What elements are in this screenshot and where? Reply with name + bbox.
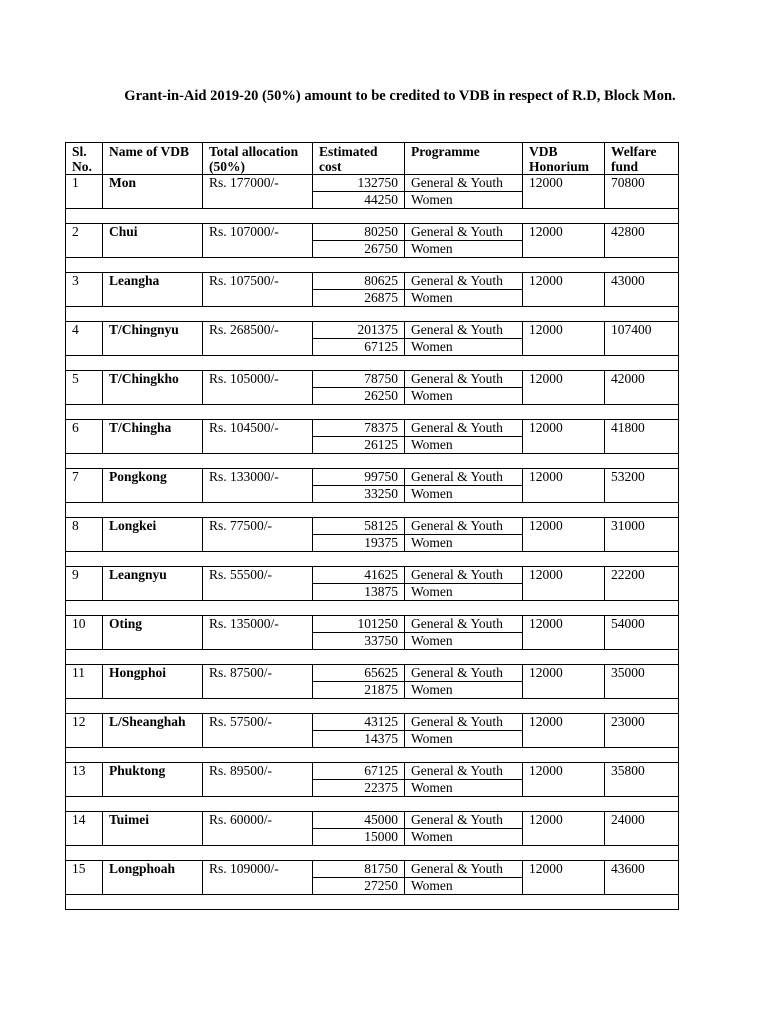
programme-general-youth-cell: General & Youth [405,861,523,878]
vdb-name-cell: Mon [103,175,203,209]
spacer-cell [66,650,679,665]
vdb-name-cell: Tuimei [103,812,203,846]
spacer-row [66,601,679,616]
header-vdb-honorium: VDB Honorium [523,143,605,175]
spacer-row [66,846,679,861]
estimated-cost-general-cell: 78750 [313,371,405,388]
vdb-honorium-cell: 12000 [523,371,605,405]
total-allocation-cell: Rs. 104500/- [203,420,313,454]
grant-table [65,142,679,910]
estimated-cost-women-cell: 26750 [313,241,405,258]
programme-general-youth-cell: General & Youth [405,371,523,388]
welfare-fund-cell: 42000 [605,371,679,405]
vdb-name-cell: Longkei [103,518,203,552]
estimated-cost-general-cell: 132750 [313,175,405,192]
sl-no-cell: 9 [66,567,103,601]
programme-women-cell: Women [405,584,523,601]
sl-no-cell: 3 [66,273,103,307]
welfare-fund-cell: 23000 [605,714,679,748]
welfare-fund-cell: 43600 [605,861,679,895]
programme-women-cell: Women [405,780,523,797]
total-allocation-cell: Rs. 177000/- [203,175,313,209]
programme-general-youth-cell: General & Youth [405,616,523,633]
vdb-honorium-cell: 12000 [523,861,605,895]
spacer-row [66,797,679,812]
estimated-cost-general-cell: 65625 [313,665,405,682]
total-allocation-cell: Rs. 105000/- [203,371,313,405]
welfare-fund-cell: 35800 [605,763,679,797]
estimated-cost-general-cell: 101250 [313,616,405,633]
vdb-honorium-cell: 12000 [523,616,605,650]
document-title: Grant-in-Aid 2019-20 (50%) amount to be credited to VDB in respect of R.D, Block Mon. [124,88,676,104]
table-row [66,567,679,584]
estimated-cost-general-cell: 80625 [313,273,405,290]
spacer-cell [66,258,679,273]
total-allocation-cell: Rs. 60000/- [203,812,313,846]
total-allocation-cell: Rs. 135000/- [203,616,313,650]
estimated-cost-general-cell: 67125 [313,763,405,780]
total-allocation-cell: Rs. 57500/- [203,714,313,748]
estimated-cost-general-cell: 99750 [313,469,405,486]
header-total-allocation: Total allocation (50%) [203,143,313,175]
table-row [66,420,679,437]
table-row [66,322,679,339]
welfare-fund-cell: 22200 [605,567,679,601]
spacer-row [66,699,679,714]
programme-general-youth-cell: General & Youth [405,763,523,780]
programme-women-cell: Women [405,633,523,650]
sl-no-cell: 4 [66,322,103,356]
welfare-fund-cell: 53200 [605,469,679,503]
estimated-cost-women-cell: 27250 [313,878,405,895]
programme-women-cell: Women [405,388,523,405]
welfare-fund-cell: 70800 [605,175,679,209]
vdb-honorium-cell: 12000 [523,665,605,699]
vdb-name-cell: T/Chingnyu [103,322,203,356]
spacer-row [66,650,679,665]
total-allocation-cell: Rs. 55500/- [203,567,313,601]
total-allocation-cell: Rs. 77500/- [203,518,313,552]
vdb-name-cell: Pongkong [103,469,203,503]
programme-women-cell: Women [405,241,523,258]
programme-general-youth-cell: General & Youth [405,175,523,192]
vdb-honorium-cell: 12000 [523,273,605,307]
table-row [66,469,679,486]
spacer-row [66,552,679,567]
vdb-honorium-cell: 12000 [523,763,605,797]
spacer-cell [66,895,679,910]
estimated-cost-women-cell: 26875 [313,290,405,307]
estimated-cost-women-cell: 26250 [313,388,405,405]
spacer-cell [66,748,679,763]
sl-no-cell: 8 [66,518,103,552]
programme-women-cell: Women [405,339,523,356]
vdb-name-cell: L/Sheanghah [103,714,203,748]
estimated-cost-women-cell: 26125 [313,437,405,454]
spacer-cell [66,356,679,371]
programme-women-cell: Women [405,682,523,699]
estimated-cost-women-cell: 21875 [313,682,405,699]
vdb-honorium-cell: 12000 [523,420,605,454]
header-welfare-fund: Welfare fund [605,143,679,175]
table-row [66,518,679,535]
vdb-honorium-cell: 12000 [523,175,605,209]
header-programme: Programme [405,143,523,175]
estimated-cost-general-cell: 45000 [313,812,405,829]
total-allocation-cell: Rs. 107000/- [203,224,313,258]
table-row [66,812,679,829]
estimated-cost-general-cell: 80250 [313,224,405,241]
total-allocation-cell: Rs. 133000/- [203,469,313,503]
sl-no-cell: 10 [66,616,103,650]
vdb-honorium-cell: 12000 [523,518,605,552]
spacer-row [66,258,679,273]
sl-no-cell: 12 [66,714,103,748]
welfare-fund-cell: 54000 [605,616,679,650]
programme-women-cell: Women [405,192,523,209]
estimated-cost-women-cell: 19375 [313,535,405,552]
programme-general-youth-cell: General & Youth [405,567,523,584]
programme-general-youth-cell: General & Youth [405,812,523,829]
sl-no-cell: 13 [66,763,103,797]
vdb-honorium-cell: 12000 [523,714,605,748]
estimated-cost-women-cell: 14375 [313,731,405,748]
vdb-name-cell: Longphoah [103,861,203,895]
welfare-fund-cell: 35000 [605,665,679,699]
table-row [66,616,679,633]
vdb-name-cell: T/Chingha [103,420,203,454]
programme-general-youth-cell: General & Youth [405,322,523,339]
spacer-row [66,748,679,763]
programme-women-cell: Women [405,829,523,846]
programme-women-cell: Women [405,486,523,503]
spacer-row [66,895,679,910]
programme-general-youth-cell: General & Youth [405,518,523,535]
vdb-name-cell: T/Chingkho [103,371,203,405]
welfare-fund-cell: 24000 [605,812,679,846]
programme-general-youth-cell: General & Youth [405,224,523,241]
estimated-cost-general-cell: 78375 [313,420,405,437]
total-allocation-cell: Rs. 109000/- [203,861,313,895]
estimated-cost-general-cell: 41625 [313,567,405,584]
programme-women-cell: Women [405,290,523,307]
total-allocation-cell: Rs. 89500/- [203,763,313,797]
sl-no-cell: 5 [66,371,103,405]
programme-general-youth-cell: General & Youth [405,665,523,682]
estimated-cost-general-cell: 43125 [313,714,405,731]
table-row [66,763,679,780]
table-row [66,714,679,731]
spacer-row [66,209,679,224]
estimated-cost-women-cell: 15000 [313,829,405,846]
sl-no-cell: 14 [66,812,103,846]
table-row [66,224,679,241]
estimated-cost-women-cell: 33250 [313,486,405,503]
sl-no-cell: 2 [66,224,103,258]
estimated-cost-women-cell: 13875 [313,584,405,601]
spacer-row [66,503,679,518]
spacer-cell [66,699,679,714]
estimated-cost-women-cell: 67125 [313,339,405,356]
vdb-honorium-cell: 12000 [523,469,605,503]
vdb-name-cell: Chui [103,224,203,258]
vdb-honorium-cell: 12000 [523,567,605,601]
spacer-cell [66,797,679,812]
estimated-cost-women-cell: 33750 [313,633,405,650]
vdb-name-cell: Leangha [103,273,203,307]
vdb-name-cell: Phuktong [103,763,203,797]
table-row [66,175,679,192]
programme-women-cell: Women [405,437,523,454]
programme-women-cell: Women [405,878,523,895]
estimated-cost-general-cell: 58125 [313,518,405,535]
vdb-name-cell: Oting [103,616,203,650]
spacer-cell [66,307,679,322]
total-allocation-cell: Rs. 268500/- [203,322,313,356]
vdb-name-cell: Leangnyu [103,567,203,601]
vdb-honorium-cell: 12000 [523,812,605,846]
programme-general-youth-cell: General & Youth [405,273,523,290]
spacer-cell [66,503,679,518]
programme-general-youth-cell: General & Youth [405,420,523,437]
programme-general-youth-cell: General & Youth [405,469,523,486]
total-allocation-cell: Rs. 87500/- [203,665,313,699]
estimated-cost-women-cell: 44250 [313,192,405,209]
spacer-cell [66,601,679,616]
vdb-honorium-cell: 12000 [523,224,605,258]
total-allocation-cell: Rs. 107500/- [203,273,313,307]
sl-no-cell: 1 [66,175,103,209]
header-sl-no: Sl. No. [66,143,103,175]
spacer-cell [66,552,679,567]
sl-no-cell: 7 [66,469,103,503]
programme-women-cell: Women [405,535,523,552]
welfare-fund-cell: 42800 [605,224,679,258]
welfare-fund-cell: 43000 [605,273,679,307]
programme-women-cell: Women [405,731,523,748]
table-row [66,861,679,878]
spacer-cell [66,846,679,861]
vdb-name-cell: Hongphoi [103,665,203,699]
header-name-of-vdb: Name of VDB [103,143,203,175]
sl-no-cell: 15 [66,861,103,895]
table-row [66,665,679,682]
programme-general-youth-cell: General & Youth [405,714,523,731]
estimated-cost-general-cell: 81750 [313,861,405,878]
table-header-row [66,143,679,175]
spacer-cell [66,454,679,469]
estimated-cost-women-cell: 22375 [313,780,405,797]
table-row [66,371,679,388]
welfare-fund-cell: 41800 [605,420,679,454]
vdb-honorium-cell: 12000 [523,322,605,356]
welfare-fund-cell: 107400 [605,322,679,356]
estimated-cost-general-cell: 201375 [313,322,405,339]
welfare-fund-cell: 31000 [605,518,679,552]
spacer-row [66,405,679,420]
spacer-row [66,454,679,469]
spacer-cell [66,405,679,420]
table-row [66,273,679,290]
header-estimated-cost: Estimated cost [313,143,405,175]
table-body [66,175,679,910]
sl-no-cell: 6 [66,420,103,454]
sl-no-cell: 11 [66,665,103,699]
spacer-row [66,307,679,322]
spacer-cell [66,209,679,224]
spacer-row [66,356,679,371]
